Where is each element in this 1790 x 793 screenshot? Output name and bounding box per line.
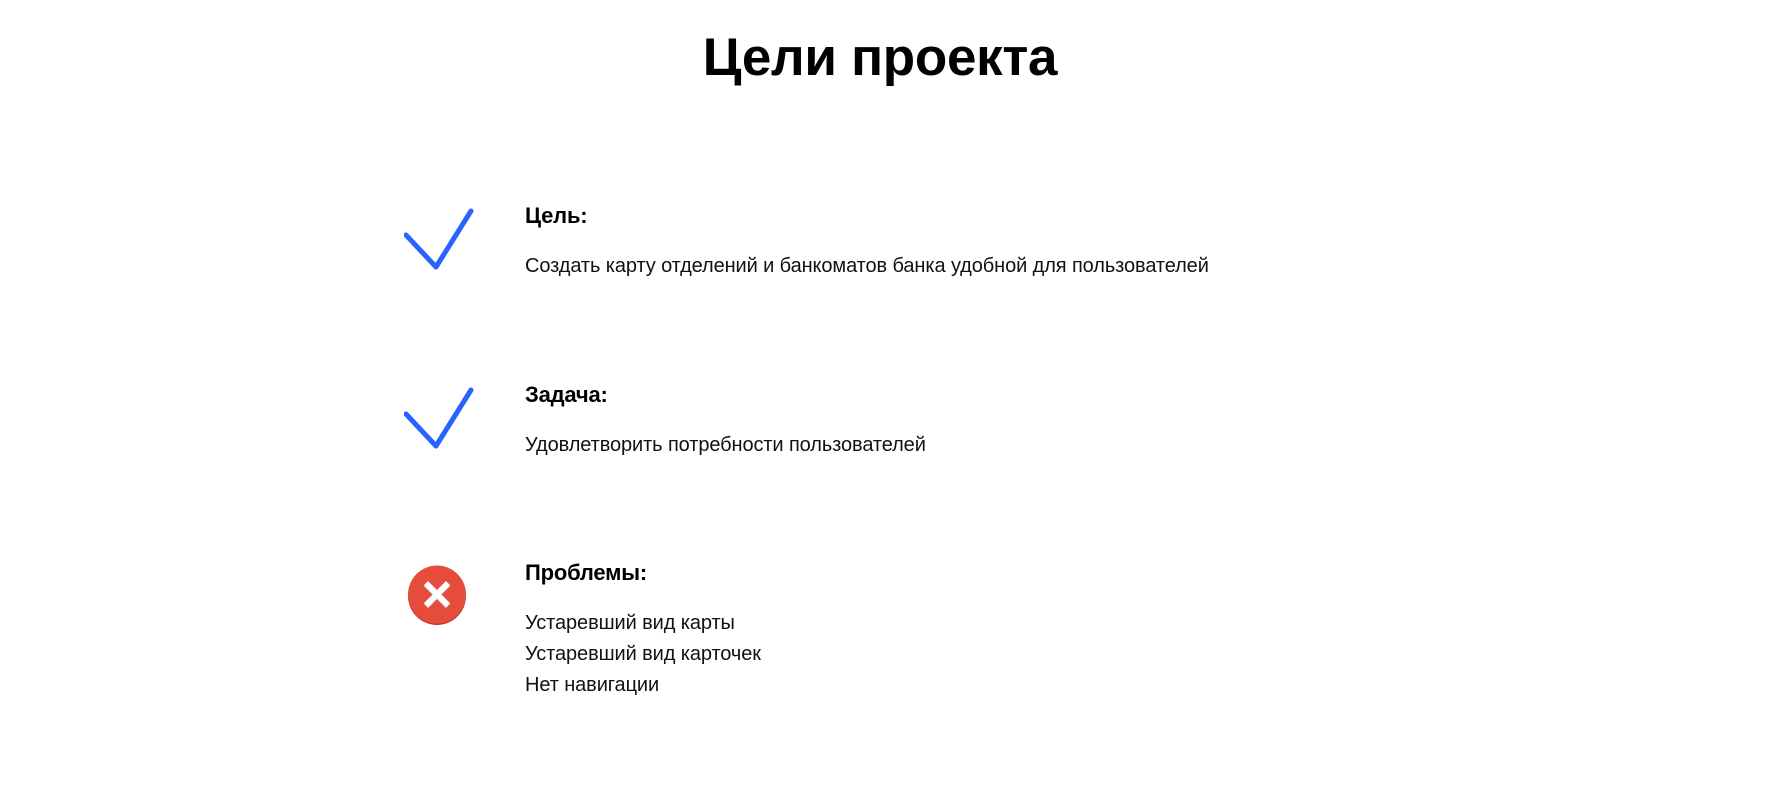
goal-heading: Цель: — [525, 203, 588, 228]
goal-description — [525, 251, 1385, 282]
task-text — [525, 382, 1385, 461]
task-description — [525, 430, 1385, 461]
goal-line: Создать карту отделений и банкоматов банка удобной для пользователей — [525, 255, 1209, 277]
problems-heading: Проблемы: — [525, 560, 647, 585]
problems-text — [525, 560, 1385, 701]
task-line: Удовлетворить потребности пользователей — [525, 434, 926, 456]
checkmark-icon — [404, 385, 474, 449]
error-circle-x-icon — [407, 565, 467, 625]
problems-list — [525, 608, 1385, 701]
problem-line: Устаревший вид карточек — [525, 643, 761, 665]
checkmark-icon — [404, 206, 474, 270]
task-heading: Задача: — [525, 382, 608, 407]
problem-line: Нет навигации — [525, 674, 660, 696]
page-title: Цели проекта — [702, 28, 1058, 87]
goal-text — [525, 203, 1385, 282]
problem-line: Устаревший вид карты — [525, 612, 735, 634]
